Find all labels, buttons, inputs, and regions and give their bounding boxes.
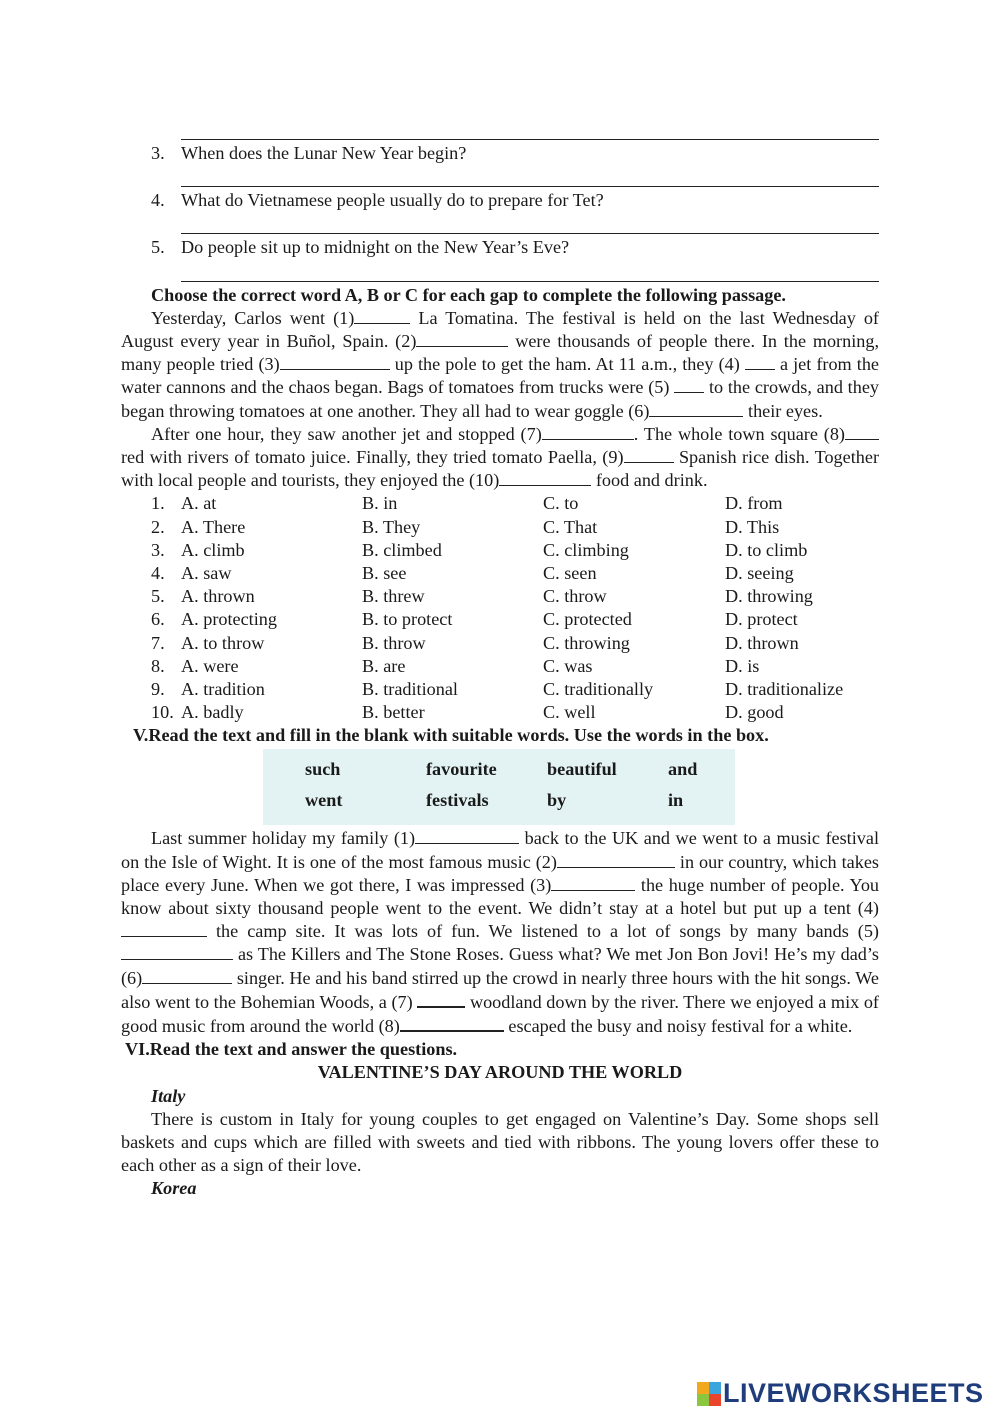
option-number: 3.: [151, 539, 165, 560]
passage-text: Spanish rice dish. Together with local people and tourists, they enjoyed the (10): [121, 446, 880, 491]
option-b[interactable]: B. better: [362, 702, 425, 723]
option-row: [151, 585, 879, 608]
option-b[interactable]: B. throw: [362, 632, 426, 653]
option-d[interactable]: D. from: [725, 493, 783, 514]
option-d[interactable]: D. seeing: [725, 562, 794, 583]
option-number: 6.: [151, 609, 165, 630]
option-b[interactable]: B. threw: [362, 586, 425, 607]
option-c[interactable]: C. throw: [543, 586, 607, 607]
option-row: [151, 539, 879, 562]
gap-6[interactable]: [649, 400, 743, 417]
option-a[interactable]: A. were: [181, 655, 239, 676]
passage-text: Last summer holiday my family (1): [151, 828, 416, 849]
options-list: [121, 492, 879, 724]
passage-text: . The whole town square (8): [633, 423, 845, 444]
gap-5[interactable]: [674, 376, 704, 393]
question-number: 3.: [151, 143, 165, 163]
option-number: 7.: [151, 632, 165, 653]
worksheet-page: [121, 118, 879, 1201]
word-box-item: favourite: [426, 759, 497, 780]
passage-paragraph-2: [121, 423, 879, 493]
word-box-item: in: [668, 790, 684, 811]
reading-title: VALENTINE’S DAY AROUND THE WORLD: [317, 1062, 683, 1083]
passage-text: food and drink.: [591, 470, 708, 491]
answer-line[interactable]: [181, 165, 879, 187]
italy-heading: Italy: [151, 1085, 186, 1106]
blank-3[interactable]: [551, 874, 635, 891]
passage-text: their eyes.: [743, 400, 823, 421]
option-b[interactable]: B. in: [362, 493, 398, 514]
option-row: [151, 492, 879, 515]
word-box-item: beautiful: [547, 759, 617, 780]
gap-1[interactable]: [354, 307, 410, 324]
option-row: [151, 608, 879, 631]
gap-3[interactable]: [280, 353, 390, 370]
option-row: [151, 678, 879, 701]
passage-text: in our country, which takes place every June. When we got there, I was impressed (3): [121, 851, 879, 895]
section-5-heading: V.Read the text and fill in the blank with suitable words. Use the words in the box.: [133, 725, 769, 746]
word-box-item: and: [668, 759, 698, 780]
option-a[interactable]: A. There: [181, 516, 246, 537]
passage-text: woodland down by the river. There we enjoyed a mix of good music from around the world (8): [121, 991, 879, 1037]
option-number: 2.: [151, 516, 165, 537]
option-d[interactable]: D. protect: [725, 609, 798, 630]
gap-8[interactable]: [845, 423, 879, 440]
question-number: 4.: [151, 190, 165, 211]
option-number: 1.: [151, 493, 165, 514]
word-box-item: festivals: [426, 790, 489, 811]
question-5: [121, 236, 879, 259]
question-text: What do Vietnamese people usually do to prepare for Tet?: [181, 190, 604, 211]
passage-text: a jet from the water cannons and the chaos began. Bags of tomatoes from trucks were (5): [121, 354, 879, 398]
word-box-item: by: [547, 790, 567, 811]
option-c[interactable]: C. to: [543, 493, 579, 514]
gap-7[interactable]: [542, 423, 634, 440]
blank-1[interactable]: [415, 827, 519, 844]
gap-10[interactable]: [499, 469, 591, 486]
option-a[interactable]: A. climb: [181, 539, 245, 560]
question-text: Do people sit up to midnight on the New Year’s Eve?: [181, 237, 570, 258]
option-c[interactable]: C. was: [543, 655, 593, 676]
blank-5[interactable]: [121, 943, 233, 960]
option-c[interactable]: C. That: [543, 516, 598, 537]
passage-text: as The Killers and The Stone Roses. Guess what? We met Jon Bon Jovi! He’s my dad’s (6): [121, 944, 879, 988]
passage-text: the camp site. It was lots of fun. We listened to a lot of songs by many bands (5): [207, 921, 879, 942]
answer-line[interactable]: [181, 118, 879, 140]
fill-in-passage: [121, 827, 879, 1038]
liveworksheets-logo: [697, 1378, 984, 1409]
option-d[interactable]: D. This: [725, 516, 780, 537]
passage-text: back to the UK and we went to a music festival on the Isle of Wight. It is one of the most famous music (2): [121, 828, 880, 872]
option-c[interactable]: C. protected: [543, 609, 632, 630]
blank-4[interactable]: [121, 920, 207, 937]
question-number: 5.: [151, 237, 165, 258]
option-row: [151, 701, 879, 724]
passage-text: After one hour, they saw another jet and stopped (7): [151, 423, 542, 444]
option-b[interactable]: B. are: [362, 655, 406, 676]
option-d[interactable]: D. to climb: [725, 539, 808, 560]
option-b[interactable]: B. They: [362, 516, 421, 537]
option-d[interactable]: D. good: [725, 702, 784, 723]
question-3: [121, 142, 879, 165]
passage-text: escaped the busy and noisy festival for a white.: [503, 1016, 853, 1037]
option-row: [151, 562, 879, 585]
option-d[interactable]: D. is: [725, 655, 760, 676]
option-c[interactable]: C. seen: [543, 562, 597, 583]
option-b[interactable]: B. climbed: [362, 539, 442, 560]
passage-text: to the crowds, and they began throwing tomatoes at one another. They all had to wear goggle (6): [121, 377, 879, 421]
option-a[interactable]: A. protecting: [181, 609, 277, 630]
gap-4[interactable]: [745, 353, 775, 370]
option-number: 4.: [151, 562, 165, 583]
korea-heading: Korea: [151, 1178, 197, 1199]
passage-text: the huge number of people. You know about sixty thousand people went to the event. We didn’t stay at a hotel but put up a tent (4): [121, 874, 880, 919]
option-a[interactable]: A. thrown: [181, 586, 255, 607]
option-a[interactable]: A. tradition: [181, 678, 265, 699]
option-row: [151, 516, 879, 539]
option-a[interactable]: A. at: [181, 493, 217, 514]
word-box: [263, 749, 735, 825]
logo-mark-icon: [697, 1382, 721, 1406]
question-text: When does the Lunar New Year begin?: [181, 143, 467, 163]
blank-8[interactable]: [400, 1014, 504, 1032]
option-b[interactable]: B. traditional: [362, 678, 458, 699]
section-4-heading: Choose the correct word A, B or C for each gap to complete the following passage.: [151, 284, 786, 305]
blank-6[interactable]: [142, 967, 232, 984]
option-row: [151, 655, 879, 678]
option-a[interactable]: A. badly: [181, 702, 244, 723]
option-c[interactable]: C. well: [543, 702, 596, 723]
passage-text: up the pole to get the ham. At 11 a.m., they (4): [389, 354, 745, 375]
passage-paragraph-1: [121, 307, 879, 423]
gap-2[interactable]: [416, 330, 508, 347]
answer-line[interactable]: [181, 260, 879, 282]
option-c[interactable]: C. throwing: [543, 632, 630, 653]
option-d[interactable]: D. throwing: [725, 586, 813, 607]
passage-text: red with rivers of tomato juice. Finally, they tried tomato Paella, (9): [121, 446, 624, 467]
option-c[interactable]: C. traditionally: [543, 678, 654, 699]
option-number: 10.: [151, 702, 174, 723]
question-4: [121, 189, 879, 212]
option-number: 9.: [151, 678, 165, 699]
option-d[interactable]: D. thrown: [725, 632, 799, 653]
blank-2[interactable]: [557, 851, 675, 868]
word-box-item: went: [305, 790, 343, 811]
option-c[interactable]: C. climbing: [543, 539, 629, 560]
option-a[interactable]: A. saw: [181, 562, 232, 583]
passage-text: Yesterday, Carlos went (1): [151, 307, 355, 328]
blank-7[interactable]: [417, 990, 465, 1008]
passage-text: were thousands of people there. In the morning, many people tried (3): [121, 330, 879, 375]
section-6-heading: VI.Read the text and answer the questions.: [125, 1039, 458, 1060]
option-a[interactable]: A. to throw: [181, 632, 265, 653]
passage-text: La Tomatina. The festival is held on the last Wednesday of August every year in Buñol, Spain. (2): [121, 307, 879, 351]
option-b[interactable]: B. see: [362, 562, 407, 583]
answer-line[interactable]: [181, 212, 879, 234]
italy-paragraph: There is custom in Italy for young couples to get engaged on Valentine’s Day. Some shops sell baskets and cups which are filled with sweets and tied with ribbons. The young lovers offer these to each other as a sign of their love.: [121, 1108, 879, 1176]
option-number: 5.: [151, 586, 165, 607]
word-box-item: such: [305, 759, 341, 780]
option-d[interactable]: D. traditionalize: [725, 678, 844, 699]
gap-9[interactable]: [624, 446, 674, 463]
option-b[interactable]: B. to protect: [362, 609, 453, 630]
passage-text: singer. He and his band stirred up the crowd in nearly three hours with the hit songs. We also went to the Bohemian Woods, a (7): [121, 967, 879, 1012]
logo-text: LIVEWORKSHEETS: [723, 1378, 984, 1408]
option-row: [151, 632, 879, 655]
option-number: 8.: [151, 655, 165, 676]
